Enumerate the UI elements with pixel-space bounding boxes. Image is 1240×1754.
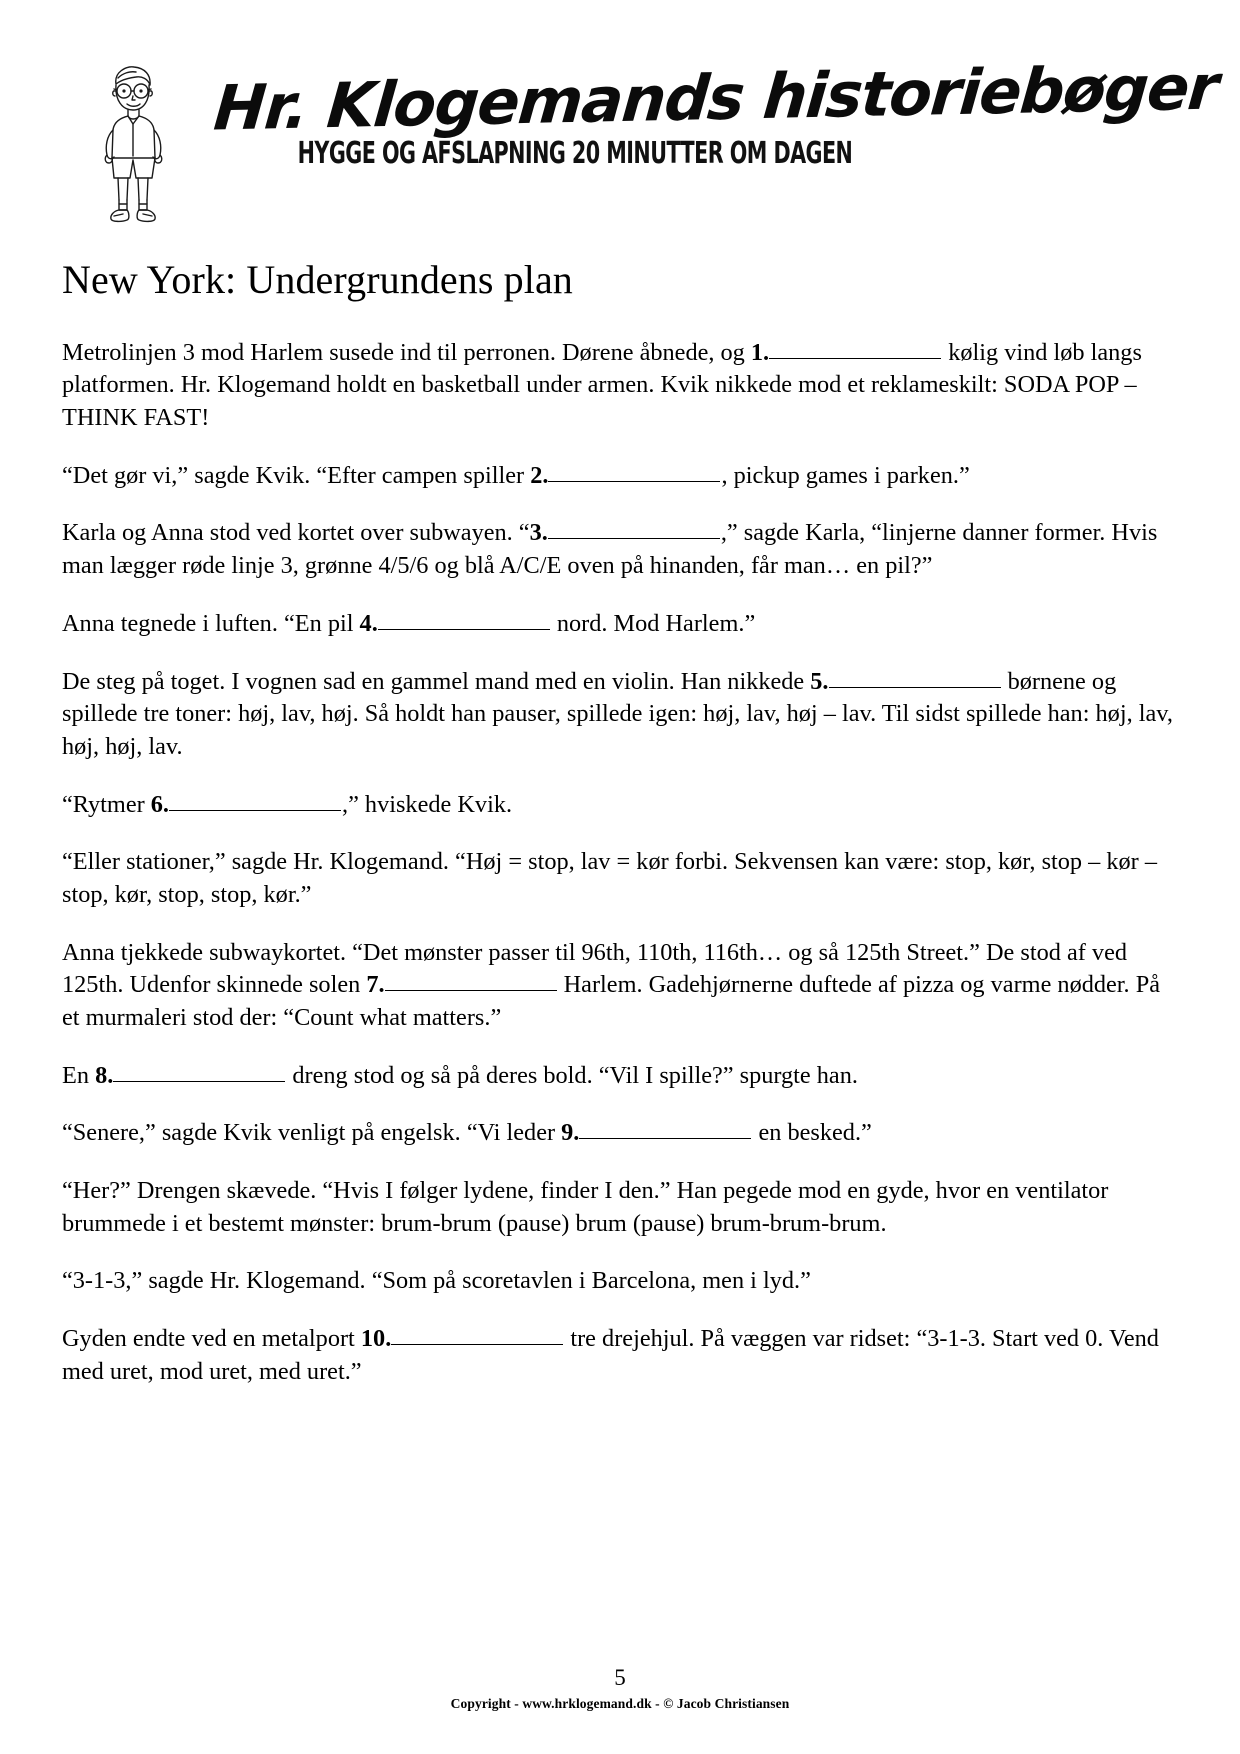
fill-in-blank[interactable] bbox=[113, 1081, 285, 1082]
fill-in-blank[interactable] bbox=[548, 481, 720, 482]
copyright-notice: Copyright - www.hrklogemand.dk - © Jacob Christiansen bbox=[450, 1696, 790, 1712]
blank-number-label: 2. bbox=[530, 461, 549, 489]
paragraph-text: Anna tjekkede subwaykortet. “Det mønster passer til 96th, 110th, 116th… og så 125th Street.” De stod af ved 125th. Udenfor skinnede solen bbox=[62, 938, 1128, 999]
fill-in-blank[interactable] bbox=[829, 687, 1001, 688]
fill-in-blank[interactable] bbox=[169, 810, 341, 811]
fill-in-blank[interactable] bbox=[378, 629, 550, 630]
paragraph-text: ,” hviskede Kvik. bbox=[342, 790, 513, 818]
fill-in-blank[interactable] bbox=[548, 538, 720, 539]
brand-subtitle: HYGGE OG AFSLAPNING 20 MINUTTER OM DAGEN bbox=[297, 135, 853, 171]
paragraph-text: Harlem. Gadehjørnerne duftede af pizza og varme nødder. På et murmaleri stod der: “Count what matters.” bbox=[62, 971, 1161, 1031]
blank-number-label: 9. bbox=[561, 1119, 580, 1147]
blank-number-label: 10. bbox=[360, 1324, 392, 1352]
paragraph-text: børnene og spillede tre toner: høj, lav, høj. Så holdt han pauser, spillede igen: høj, lav, høj – lav. Til sidst spillede han: høj, lav, høj, høj, lav. bbox=[62, 667, 1173, 760]
blank-number-label: 6. bbox=[150, 790, 169, 818]
paragraph-text: “Eller stationer,” sagde Hr. Klogemand. “Høj = stop, lav = kør forbi. Sekvensen kan være: stop, kør, stop – kør – stop, kør, stop, stop, kør.” bbox=[62, 848, 1157, 908]
paragraph-text: Anna tegnede i luften. “En pil bbox=[62, 609, 360, 637]
mascot-illustration-icon bbox=[78, 58, 188, 228]
paragraph-text: En bbox=[62, 1061, 96, 1089]
paragraph-text: “3-1-3,” sagde Hr. Klogemand. “Som på scoretavlen i Barcelona, men i lyd.” bbox=[62, 1267, 811, 1295]
paragraph-text: “Rytmer bbox=[62, 790, 151, 818]
story-paragraph bbox=[62, 937, 1182, 1035]
blank-number-label: 5. bbox=[810, 667, 829, 695]
page-footer bbox=[0, 1665, 1240, 1712]
brand-block bbox=[211, 50, 1221, 171]
paragraph-text: “Det gør vi,” sagde Kvik. “Efter campen spiller bbox=[62, 461, 531, 489]
document-body bbox=[62, 258, 1182, 1388]
paragraph-text: ,” sagde Karla, “linjerne danner former. Hvis man lægger røde linje 3, grønne 4/5/6 og blå A/C/E oven på hinanden, får man… en pil?” bbox=[62, 519, 1158, 580]
paragraph-text: nord. Mod Harlem.” bbox=[550, 609, 756, 637]
story-paragraph bbox=[62, 1060, 1182, 1093]
paragraph-text: dreng stod og så på deres bold. “Vil I spille?” spurgte han. bbox=[286, 1061, 858, 1089]
paragraph-text: “Her?” Drengen skævede. “Hvis I følger lydene, finder I den.” Han pegede mod en gyde, hvor en ventilator brummede i et bestemt mønster: brum-brum (pause) brum (pause) brum-brum-brum. bbox=[62, 1176, 1109, 1237]
story-paragraph bbox=[62, 517, 1182, 582]
story-paragraph bbox=[62, 1175, 1182, 1240]
story-text bbox=[62, 337, 1182, 1388]
page-number: 5 bbox=[614, 1665, 626, 1690]
page-title: New York: Undergrundens plan bbox=[62, 257, 573, 302]
fill-in-blank[interactable] bbox=[769, 358, 941, 359]
story-paragraph bbox=[62, 789, 1182, 822]
blank-number-label: 1. bbox=[750, 338, 770, 366]
brand-title: Hr. Klogemands historiebøger bbox=[211, 50, 1221, 145]
story-paragraph bbox=[62, 666, 1182, 764]
paragraph-text: en besked.” bbox=[752, 1119, 872, 1147]
paragraph-text: tre drejehjul. På væggen var ridset: “3-1-3. Start ved 0. Vend med uret, mod uret, med uret.” bbox=[62, 1324, 1159, 1385]
paragraph-text: “Senere,” sagde Kvik venligt på engelsk. “Vi leder bbox=[62, 1119, 562, 1147]
paragraph-text: kølig vind løb langs platformen. Hr. Klogemand holdt en basketball under armen. Kvik nikkede mod et reklameskilt: SODA POP – THINK FAST! bbox=[62, 338, 1142, 432]
paragraph-text: Karla og Anna stod ved kortet over subwayen. “ bbox=[62, 519, 530, 547]
story-paragraph bbox=[62, 1265, 1182, 1298]
story-paragraph bbox=[62, 460, 1182, 493]
fill-in-blank[interactable] bbox=[579, 1138, 751, 1139]
story-paragraph bbox=[62, 608, 1182, 641]
paragraph-text: Metrolinjen 3 mod Harlem susede ind til perronen. Dørene åbnede, og bbox=[62, 338, 751, 366]
blank-number-label: 4. bbox=[359, 609, 378, 637]
blank-number-label: 3. bbox=[529, 519, 548, 547]
fill-in-blank[interactable] bbox=[391, 1344, 563, 1345]
paragraph-text: Gyden endte ved en metalport bbox=[62, 1324, 361, 1352]
blank-number-label: 8. bbox=[95, 1061, 114, 1089]
paragraph-text: , pickup games i parken.” bbox=[721, 461, 970, 489]
story-paragraph bbox=[62, 1117, 1182, 1150]
story-paragraph bbox=[62, 846, 1182, 911]
story-paragraph bbox=[62, 1323, 1182, 1388]
paragraph-text: De steg på toget. I vognen sad en gammel mand med en violin. Han nikkede bbox=[62, 667, 811, 695]
blank-number-label: 7. bbox=[366, 971, 385, 999]
story-paragraph bbox=[62, 337, 1182, 435]
fill-in-blank[interactable] bbox=[385, 990, 557, 991]
page-header bbox=[0, 50, 1240, 238]
